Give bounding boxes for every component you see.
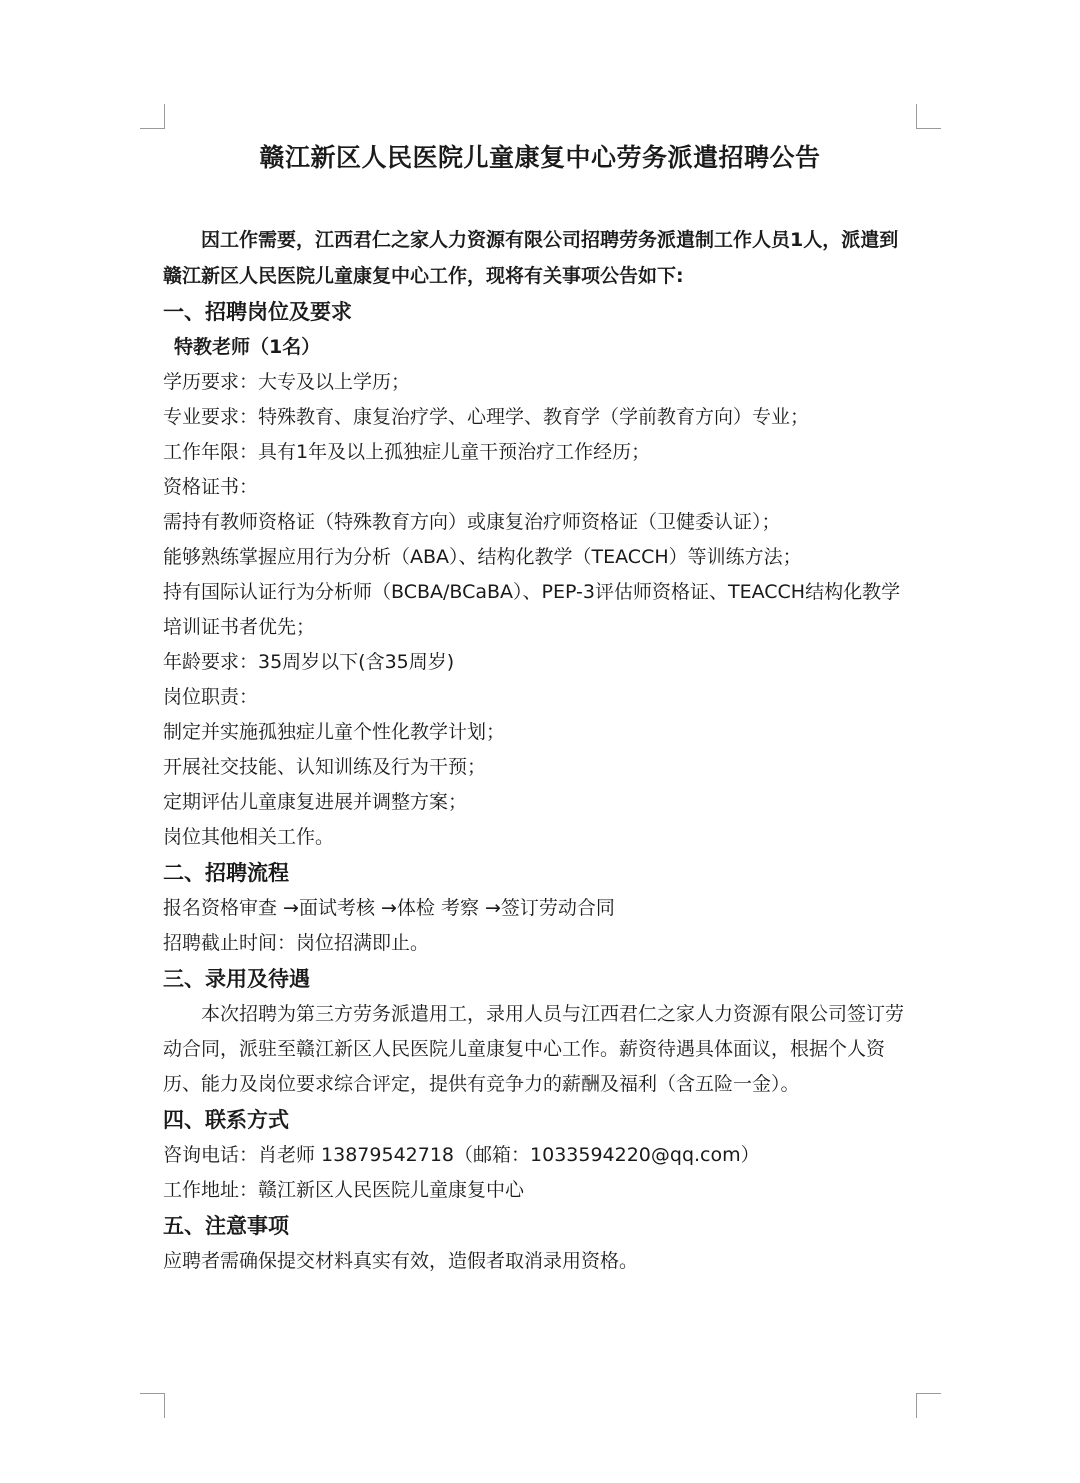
requirement-line: 需持有教师资格证（特殊教育方向）或康复治疗师资格证（卫健委认证）； [163,511,781,533]
duty-line: 制定并实施孤独症儿童个性化教学计划； [163,721,506,743]
section-heading-contact: 四、联系方式 [163,1108,289,1132]
position-title: 特教老师（1名） [174,336,321,358]
document-page [163,138,917,1279]
duty-line: 岗位其他相关工作。 [163,826,335,848]
duty-line: 定期评估儿童康复进展并调整方案； [163,791,468,813]
requirement-line: 资格证书： [163,476,259,498]
section-heading-positions: 一、招聘岗位及要求 [163,300,352,324]
requirement-line: 工作年限：具有1年及以上孤独症儿童干预治疗工作经历； [163,441,651,463]
deadline-text: 招聘截止时间：岗位招满即止。 [163,932,430,954]
process-steps: 报名资格审查 →面试考核 →体检 考察 →签订劳动合同 [163,897,615,919]
section-heading-notes: 五、注意事项 [163,1214,289,1238]
intro-paragraph: 因工作需要，江西君仁之家人力资源有限公司招聘劳务派遣制工作人员1人，派遣到赣江新区人民医院儿童康复中心工作，现将有关事项公告如下: [163,229,899,287]
crop-mark-bottom-left [140,1393,165,1418]
duty-line: 开展社交技能、认知训练及行为干预； [163,756,487,778]
page-title: 赣江新区人民医院儿童康复中心劳务派遣招聘公告 [259,143,821,172]
requirement-line: 岗位职责： [163,686,259,708]
crop-mark-top-left [140,104,165,129]
crop-mark-top-right [916,104,941,129]
requirement-line: 持有国际认证行为分析师（BCBA/BCaBA）、PEP-3评估师资格证、TEACCH结构化教学培训证书者优先； [163,581,901,638]
requirement-line: 能够熟练掌握应用行为分析（ABA）、结构化教学（TEACCH）等训练方法； [163,546,802,568]
notes-text: 应聘者需确保提交材料真实有效，造假者取消录用资格。 [163,1250,639,1272]
employment-paragraph: 本次招聘为第三方劳务派遣用工，录用人员与江西君仁之家人力资源有限公司签订劳动合同，派驻至赣江新区人民医院儿童康复中心工作。薪资待遇具体面议，根据个人资历、能力及岗位要求综合评定，提供有竞争力的薪酬及福利（含五险一金）。 [163,1003,905,1095]
requirement-line: 年龄要求：35周岁以下(含35周岁) [163,651,455,673]
requirement-line: 学历要求：大专及以上学历； [163,371,411,393]
section-heading-employment: 三、录用及待遇 [163,967,310,991]
contact-address: 工作地址：赣江新区人民医院儿童康复中心 [163,1179,525,1201]
section-heading-process: 二、招聘流程 [163,861,289,885]
requirement-line: 专业要求：特殊教育、康复治疗学、心理学、教育学（学前教育方向）专业； [163,406,810,428]
contact-phone: 咨询电话：肖老师 13879542718（邮箱：1033594220@qq.com） [163,1144,760,1166]
crop-mark-bottom-right [916,1393,941,1418]
